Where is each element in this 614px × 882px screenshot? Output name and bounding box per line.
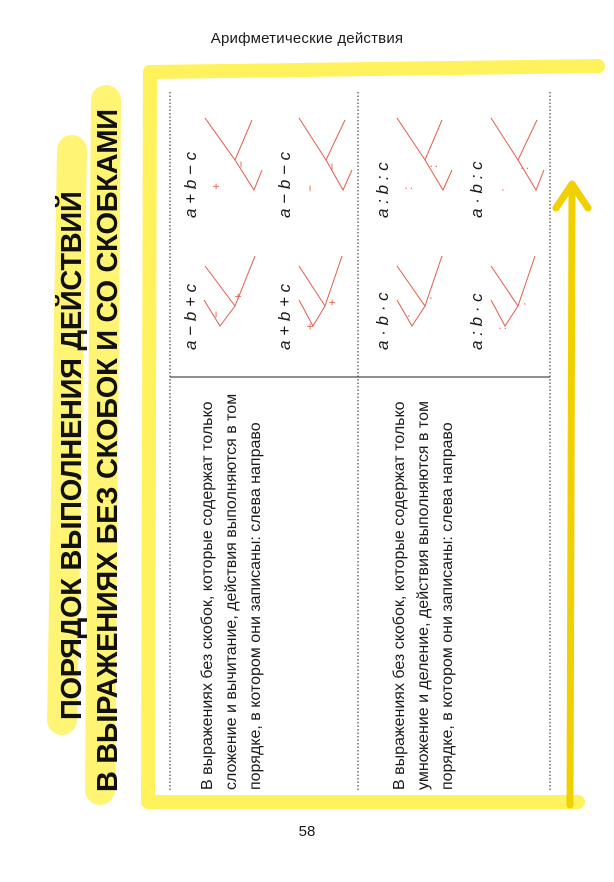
op-marker: :	[495, 326, 509, 330]
title-line-2: В ВЫРАЖЕНИЯХ БЕЗ СКОБОК И СО СКОБКАМИ	[92, 109, 124, 792]
title-line-1: ПОРЯДОК ВЫПОЛНЕНИЯ ДЕЙСТВИЙ	[56, 191, 88, 720]
op-marker: −	[234, 160, 248, 168]
op-marker: :	[401, 186, 415, 190]
expr-addsub-4: a − b − c	[275, 151, 294, 218]
op-marker: −	[209, 310, 223, 318]
op-marker: ·	[517, 302, 531, 306]
expr-muldiv-1: a · b · c	[373, 292, 392, 350]
rule-addsub-text: В выражениях без скобок, которые содержат только сложение и вычитание, действия выполняются в том порядке, в котором они записаны: слева направо	[199, 393, 264, 790]
expr-muldiv-2: a : b : c	[373, 162, 392, 218]
expr-addsub-2: a + b − c	[181, 151, 200, 218]
op-marker: +	[303, 322, 317, 330]
running-header: Арифметические действия	[210, 30, 404, 47]
expr-addsub-3: a + b + c	[275, 283, 294, 350]
rule-muldiv-text: В выражениях без скобок, которые содержат только умножение и деление, действия выполняются в том порядке, в котором они записаны: слева направо	[391, 401, 456, 790]
op-marker: +	[325, 298, 339, 306]
arrow-up-icon	[570, 190, 572, 805]
op-marker: :	[517, 166, 531, 170]
op-marker: ·	[401, 314, 415, 318]
expr-muldiv-3: a : b · c	[467, 293, 486, 350]
expr-muldiv-4: a · b : c	[467, 161, 486, 218]
op-marker: −	[325, 162, 339, 170]
op-marker: ·	[495, 188, 509, 192]
op-marker: +	[231, 292, 245, 300]
op-marker: +	[209, 182, 223, 190]
expr-addsub-1: a − b + c	[181, 283, 200, 350]
page-number: 58	[298, 823, 316, 840]
op-marker: ·	[423, 296, 437, 300]
op-marker: :	[426, 164, 440, 168]
op-marker: −	[303, 184, 317, 192]
